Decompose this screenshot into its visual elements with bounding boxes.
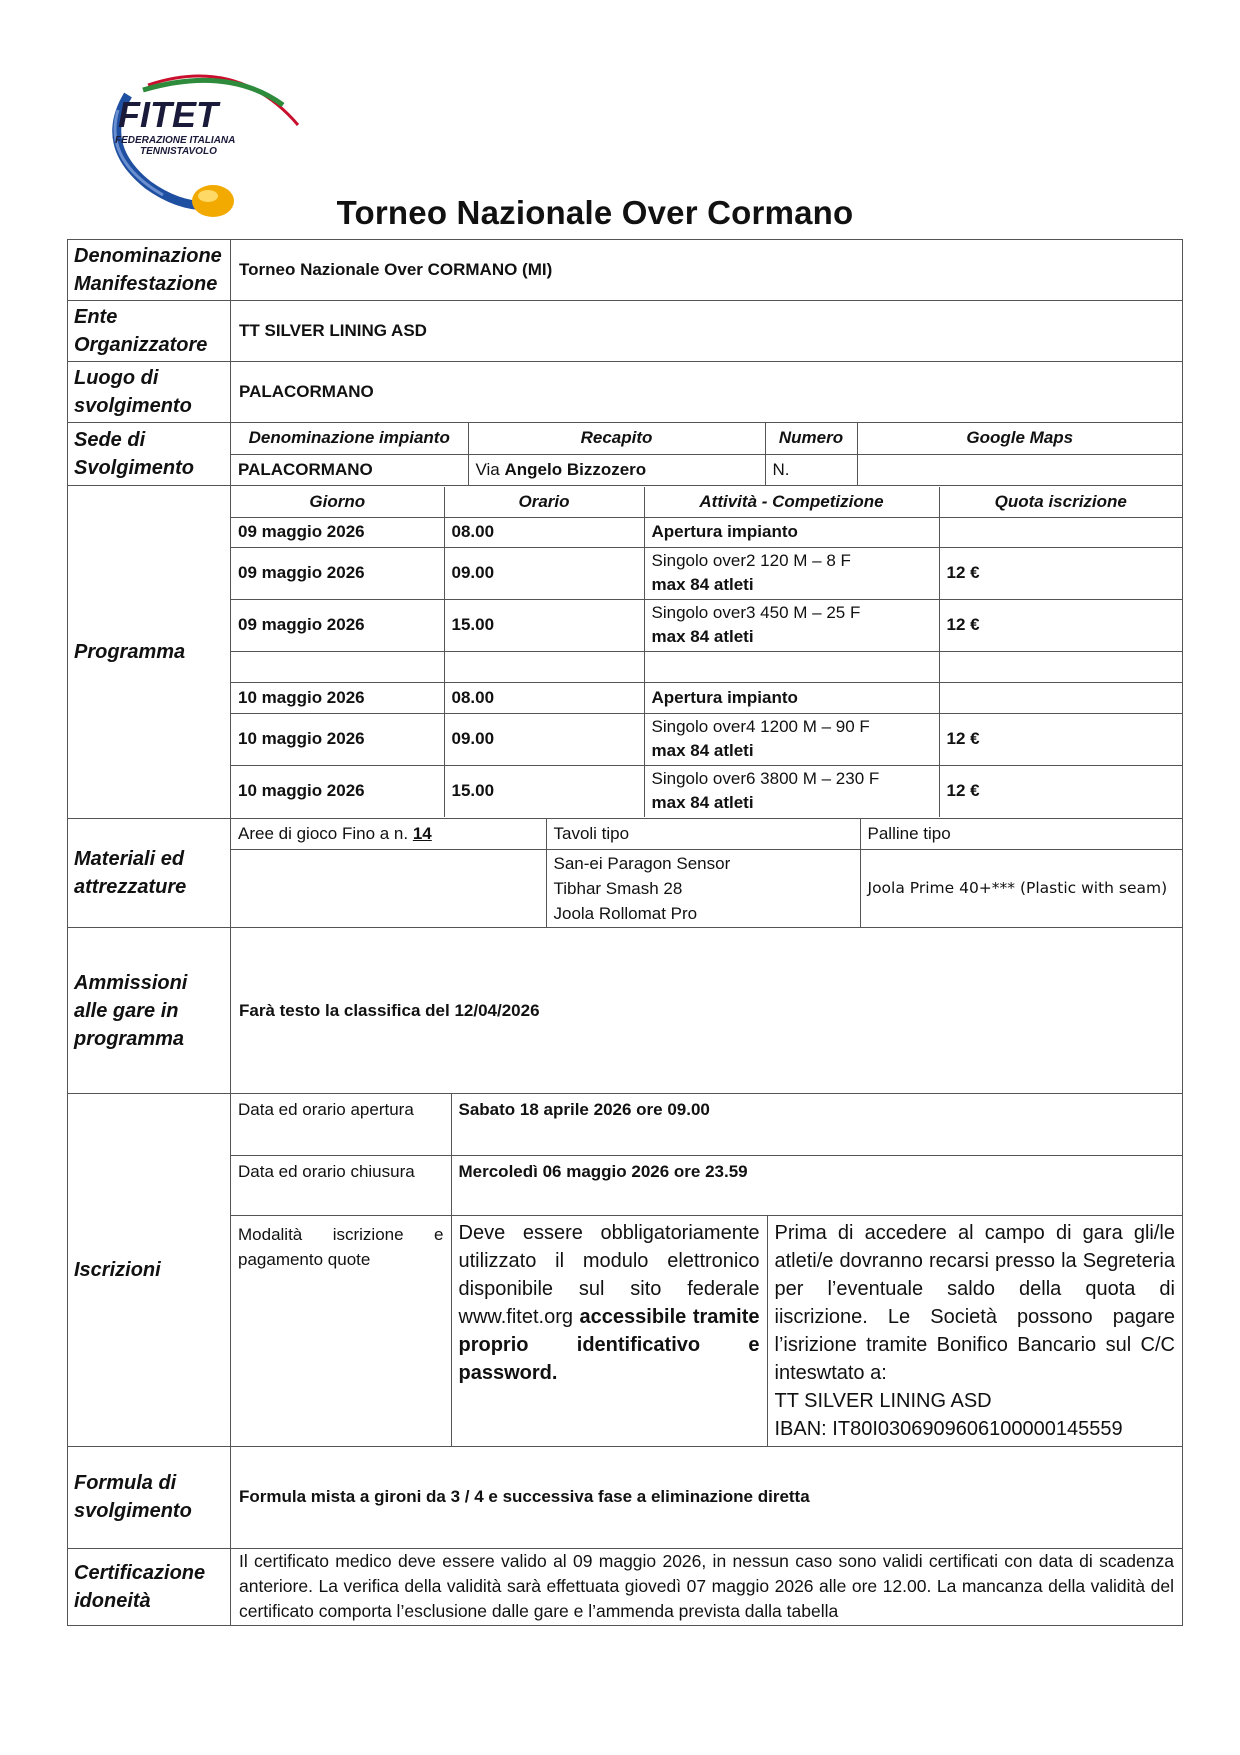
aree-di-gioco	[231, 819, 546, 849]
row-materiali	[68, 819, 1183, 928]
cell-orario: 08.00	[444, 517, 644, 547]
cell-giorno: 09 maggio 2026	[231, 599, 444, 651]
row-formula	[68, 1446, 1183, 1548]
tournament-form	[67, 239, 1183, 1626]
header-numero: Numero	[765, 423, 857, 454]
cell-attivita	[644, 547, 939, 599]
value-certificazione: Il certificato medico deve essere valido al 09 maggio 2026, in nessun caso sono validi certificati con data di scadenza anteriore. La verifica della validità sarà effettuata giovedì 07 maggio 2026 alle ore 12.00. La mancanza della validità del certificato comporta l’esclusione dalle gare e l’ammenda prevista dalla tabella	[231, 1548, 1183, 1625]
table-row	[231, 765, 1182, 817]
cell-giorno: 10 maggio 2026	[231, 713, 444, 765]
attivita-name: Singolo over4 1200 M – 90 F	[651, 717, 870, 736]
recapito-prefix: Via	[475, 459, 500, 479]
cell-orario: 15.00	[444, 599, 644, 651]
tavoli-label: Tavoli tipo	[546, 819, 860, 849]
label-programma: Programma	[68, 486, 231, 819]
value-formula: Formula mista a gironi da 3 / 4 e successiva fase a eliminazione diretta	[231, 1446, 1183, 1548]
label-ammissioni: Ammissioni alle gare in programma	[68, 928, 231, 1094]
cell-orario	[444, 651, 644, 682]
header-impianto: Denominazione impianto	[231, 423, 468, 454]
row-certificazione	[68, 1548, 1183, 1625]
iban: IBAN: IT80I0306909606100000145559	[774, 1417, 1123, 1440]
value-recapito	[468, 454, 765, 485]
cell-giorno: 10 maggio 2026	[231, 765, 444, 817]
cell-quota	[939, 682, 1182, 713]
logo-line2: TENNISTAVOLO	[140, 146, 217, 157]
header-orario: Orario	[444, 487, 644, 517]
chiusura-label: Data ed orario chiusura	[231, 1155, 451, 1215]
value-luogo: PALACORMANO	[231, 362, 1183, 423]
modalita-label: Modalità iscrizione e pagamento quote	[231, 1215, 451, 1446]
logo-brand: FITET	[118, 94, 218, 135]
segreteria-name: TT SILVER LINING ASD	[774, 1389, 992, 1412]
cell-quota	[939, 517, 1182, 547]
header-attivita: Attività - Competizione	[644, 487, 939, 517]
aree-label: Aree di gioco Fino a n.	[238, 823, 409, 843]
label-luogo: Luogo di svolgimento	[68, 362, 231, 423]
aree-number: 14	[412, 823, 432, 843]
cell-quota: 12 €	[939, 599, 1182, 651]
programma-table	[231, 487, 1182, 817]
label-sede: Sede di Svolgimento	[68, 423, 231, 486]
cell-giorno: 09 maggio 2026	[231, 517, 444, 547]
attivita-name: Singolo over2 120 M – 8 F	[651, 551, 851, 570]
header-giorno: Giorno	[231, 487, 444, 517]
modalita-text	[451, 1215, 767, 1446]
label-certificazione: Certificazione idoneità	[68, 1548, 231, 1625]
apertura-value: Sabato 18 aprile 2026 ore 09.00	[451, 1094, 1182, 1155]
label-denominazione: Denominazione Manifestazione	[68, 240, 231, 301]
modalita-text-bold: accessibile tramite proprio identificativo e password.	[458, 1305, 760, 1384]
value-ente: TT SILVER LINING ASD	[231, 301, 1183, 362]
table-row	[231, 713, 1182, 765]
list-item: Joola Rollomat Pro	[553, 903, 698, 923]
label-ente: Ente Organizzatore	[68, 301, 231, 362]
palline-label: Palline tipo	[860, 819, 1182, 849]
cell-attivita	[644, 765, 939, 817]
cell-quota: 12 €	[939, 713, 1182, 765]
table-row	[231, 547, 1182, 599]
value-numero: N.	[765, 454, 857, 485]
cell-giorno: 09 maggio 2026	[231, 547, 444, 599]
header-quota: Quota iscrizione	[939, 487, 1182, 517]
recapito-street: Angelo Bizzozero	[504, 459, 647, 479]
row-programma	[68, 486, 1183, 819]
value-impianto: PALACORMANO	[231, 454, 468, 485]
cell-orario: 15.00	[444, 765, 644, 817]
cell-attivita: Apertura impianto	[644, 517, 939, 547]
attivita-detail: max 84 atleti	[651, 627, 754, 646]
cell-giorno: 10 maggio 2026	[231, 682, 444, 713]
cell-orario: 08.00	[444, 682, 644, 713]
segreteria-text	[767, 1215, 1182, 1446]
attivita-detail: max 84 atleti	[651, 575, 754, 594]
attivita-detail: max 84 atleti	[651, 741, 754, 760]
tavoli-list	[546, 849, 860, 927]
header-recapito: Recapito	[468, 423, 765, 454]
cell-quota	[939, 651, 1182, 682]
cell-quota: 12 €	[939, 547, 1182, 599]
attivita-name: Singolo over3 450 M – 25 F	[651, 603, 861, 622]
row-ente	[68, 301, 1183, 362]
aree-empty	[231, 849, 546, 927]
value-google-maps[interactable]	[857, 454, 1182, 485]
row-ammissioni	[68, 928, 1183, 1094]
row-luogo	[68, 362, 1183, 423]
table-row	[231, 682, 1182, 713]
segreteria-body: Prima di accedere al campo di gara gli/le atleti/e dovranno recarsi presso la Segreteria per l’eventuale saldo della quota di iiscrizione. Le Società possono pagare l’isrizione tramite Bonifico Bancario sul C/C inteswtato a:	[774, 1221, 1175, 1384]
cell-orario: 09.00	[444, 713, 644, 765]
table-row	[231, 599, 1182, 651]
label-materiali: Materiali ed attrezzature	[68, 819, 231, 928]
attivita-name: Singolo over6 3800 M – 230 F	[651, 769, 880, 789]
list-item: Tibhar Smash 28	[553, 878, 683, 898]
table-row	[231, 651, 1182, 682]
row-denominazione	[68, 240, 1183, 301]
apertura-label: Data ed orario apertura	[231, 1094, 451, 1155]
value-ammissioni: Farà testo la classifica del 12/04/2026	[231, 928, 1183, 1094]
cell-giorno	[231, 651, 444, 682]
cell-attivita	[644, 713, 939, 765]
palline-value: Joola Prime 40+*** (Plastic with seam)	[860, 849, 1182, 927]
list-item: San-ei Paragon Sensor	[553, 853, 731, 873]
modalita-text-normal: Deve essere obbligatoriamente utilizzato il modulo elettronico disponibile sul sito federale www.fitet.org	[458, 1221, 760, 1328]
table-row	[231, 517, 1182, 547]
cell-attivita	[644, 651, 939, 682]
label-formula: Formula di svolgimento	[68, 1446, 231, 1548]
document-title: Torneo Nazionale Over Cormano	[336, 194, 854, 231]
row-sede	[68, 423, 1183, 486]
chiusura-value: Mercoledì 06 maggio 2026 ore 23.59	[451, 1155, 1182, 1215]
cell-quota: 12 €	[939, 765, 1182, 817]
header-google-maps: Google Maps	[857, 423, 1182, 454]
cell-attivita: Apertura impianto	[644, 682, 939, 713]
value-denominazione: Torneo Nazionale Over CORMANO (MI)	[231, 240, 1183, 301]
attivita-detail: max 84 atleti	[651, 793, 754, 813]
cell-attivita	[644, 599, 939, 651]
row-iscrizioni	[68, 1094, 1183, 1447]
logo-line1: FEDERAZIONE ITALIANA	[115, 135, 236, 146]
label-iscrizioni: Iscrizioni	[68, 1094, 231, 1447]
cell-orario: 09.00	[444, 547, 644, 599]
